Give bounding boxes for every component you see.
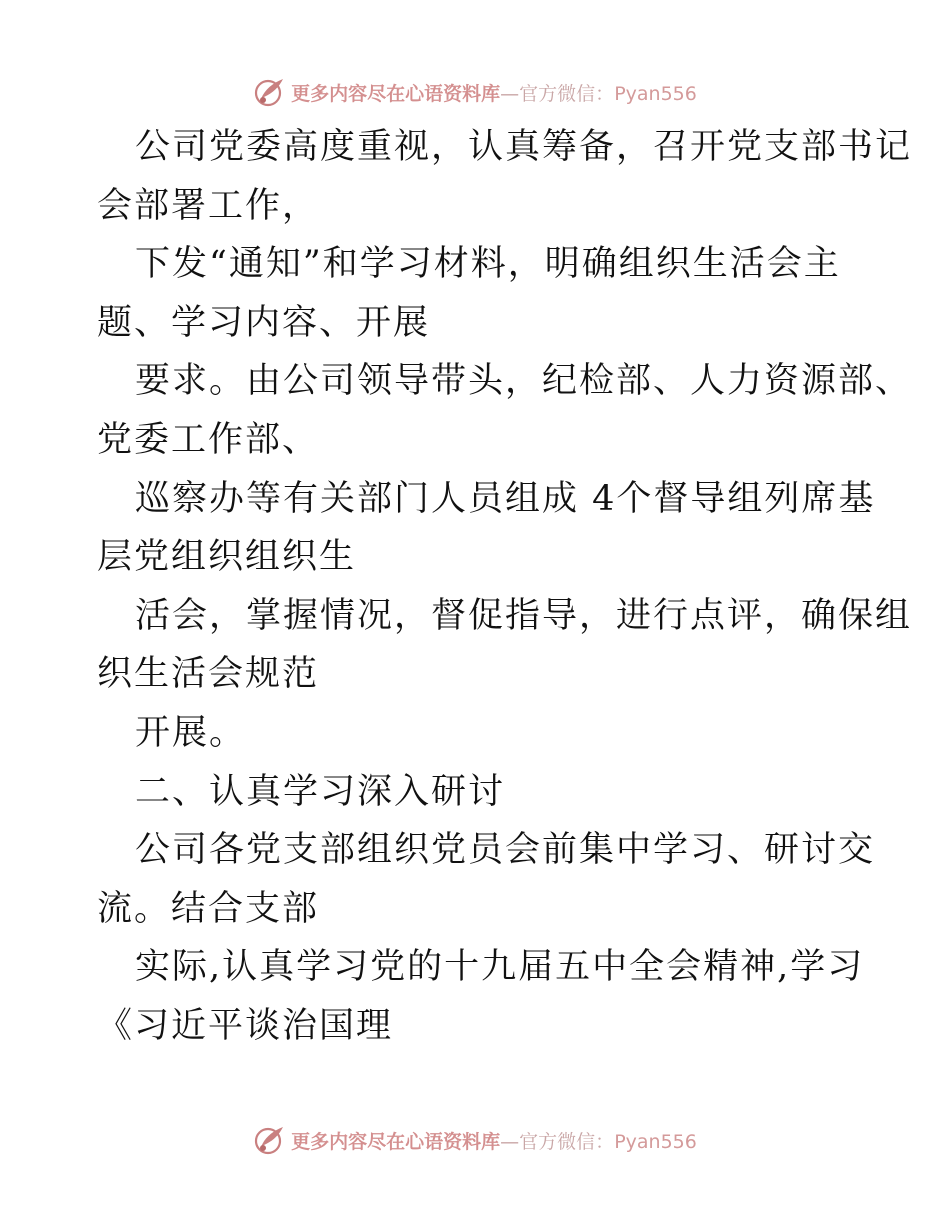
- text-line: 下发“通知”和学习材料，明确组织生活会主: [135, 244, 841, 285]
- watermark-separator: —官方微信：: [500, 1130, 615, 1153]
- quill-ink-icon: [253, 75, 287, 109]
- watermark-separator: —官方微信：: [500, 82, 615, 105]
- text-line: 要求。由公司领导带头，纪检部、人力资源部、: [135, 361, 913, 402]
- document-body: [97, 118, 913, 1056]
- watermark-account: Pyan556: [614, 82, 697, 105]
- watermark-brand: 更多内容尽在心语资料库: [291, 82, 501, 105]
- text-line: 巡察办等有关部门人员组成 4个督导组列席基: [135, 478, 876, 519]
- text-line: 《习近平谈治国理: [97, 1005, 394, 1046]
- text-line: 公司党委高度重视，认真筹备，召开党支部书记: [135, 127, 913, 167]
- section-heading: 二、认真学习深入研讨: [135, 771, 506, 812]
- text-line: 公司各党支部组织党员会前集中学习、研讨交: [135, 830, 876, 871]
- quill-ink-icon: [253, 1123, 287, 1157]
- text-line: 层党组织组织生: [97, 537, 357, 578]
- footer-watermark: [0, 1120, 950, 1160]
- text-line: 实际,认真学习党的十九届五中全会精神,学习: [135, 947, 865, 988]
- watermark-account: Pyan556: [614, 1130, 697, 1153]
- text-line: 活会，掌握情况，督促指导，进行点评，确保组: [135, 595, 913, 636]
- watermark-brand: 更多内容尽在心语资料库: [291, 1130, 501, 1153]
- header-watermark: [0, 72, 950, 112]
- text-line: 织生活会规范: [97, 654, 320, 695]
- text-line: 题、学习内容、开展: [97, 302, 431, 343]
- text-line: 会部署工作，: [97, 185, 320, 226]
- text-line: 党委工作部、: [97, 419, 320, 460]
- text-line: 开展。: [135, 712, 247, 753]
- text-line: 流。结合支部: [97, 888, 320, 929]
